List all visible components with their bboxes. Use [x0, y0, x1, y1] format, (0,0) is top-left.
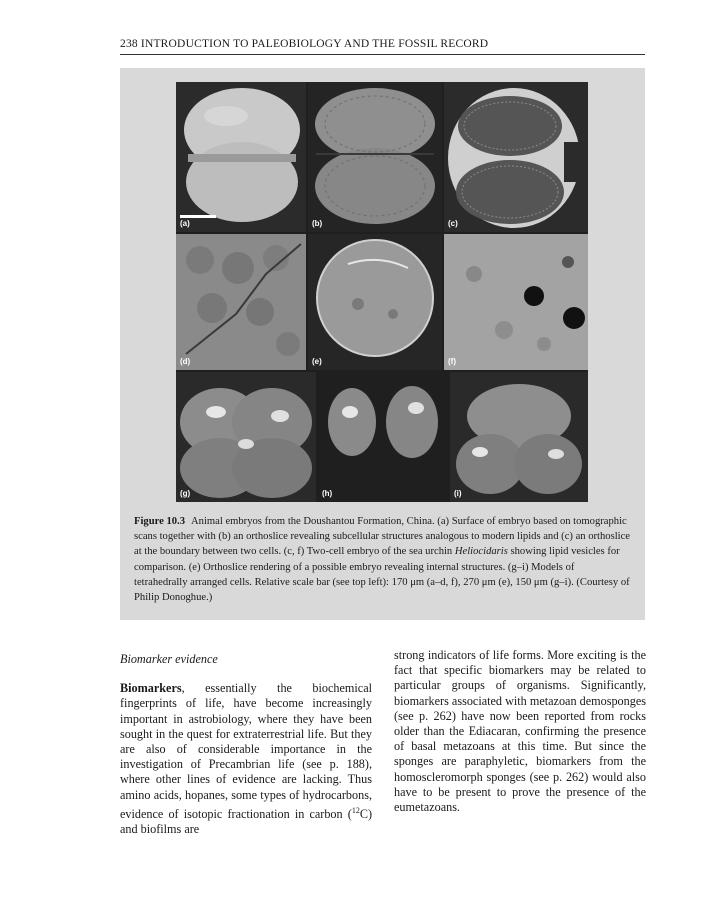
panel-i — [450, 372, 588, 502]
caption-text-continued: showing lipid vesicles for comparison. (e) Orthoslice rendering of a possible embryo revealing internal structures. (g–i) Models of tetrahedrally arranged cells. Relative scale bar (see top left): 170 μm (a–d, f), 270 μm (e), 150 μm (g–i). (Courtesy of Philip Donoghue.) — [134, 546, 630, 604]
scale-bar — [180, 215, 216, 218]
superscript: 12 — [351, 805, 360, 815]
panel-a — [176, 82, 306, 232]
caption-species: Heliocidaris — [454, 546, 508, 558]
paragraph — [120, 681, 372, 837]
panel-label: (a) — [180, 219, 190, 228]
panel-b — [308, 82, 442, 232]
tetrahedral-model-i-image — [450, 372, 588, 502]
panel-label: (h) — [322, 489, 333, 498]
panel-label: (c) — [448, 219, 458, 228]
panel-label: (i) — [454, 489, 462, 498]
key-term: Biomarkers — [120, 681, 182, 696]
sea-urchin-embryo-image — [444, 234, 588, 370]
orthoslice-e-image — [308, 234, 442, 370]
panel-f — [444, 234, 588, 370]
paragraph: strong indicators of life forms. More exciting is the fact that specific biomarkers may be related to particular groups of organisms. Significantly, biomarkers associated with metazoan demosponges (see p. 262) have now been reported from rocks older than the Ediacaran, confirming the presence of basal metazoans at this time. But since the sponges are paraphyletic, biomarkers from the homoscleromorph sponges (see p. 262) would also have to be present to prove the presence of the eumetazoans. — [394, 648, 646, 815]
panel-c — [444, 82, 588, 232]
orthoslice-b-image — [308, 82, 442, 232]
paragraph-text-end: C) and biofilms are — [120, 806, 372, 837]
panel-h — [318, 372, 448, 502]
tetrahedral-model-h-image — [318, 372, 448, 502]
caption-text: Animal embryos from the Doushantou Formation, China. (a) Surface of embryo based on tomographic scans together with (b) an orthoslice revealing subcellular structures analogous to modern lipids and (c) an orthoslice at the boundary between two cells. (c, f) Two-cell embryo of the sea urchin — [134, 516, 630, 558]
panel-label: (f) — [448, 357, 456, 366]
panel-d — [176, 234, 306, 370]
panel-label: (d) — [180, 357, 191, 366]
left-column — [120, 652, 372, 837]
section-heading: Biomarker evidence — [120, 652, 218, 666]
paragraph-text: , essentially the biochemical fingerprints of life, have become increasingly important in astrobiology, where they have been sought in the quest for extraterrestrial life. But they are also of considerable importance in the investigation of Precambrian life (see p. 188), where other lines of evidence are lacking. Thus amino acids, hopanes, some types of hydrocarbons, evidence of isotopic fractionation in carbon ( — [120, 681, 372, 821]
running-head: 238 INTRODUCTION TO PALEOBIOLOGY AND THE FOSSIL RECORD — [120, 38, 645, 55]
figure-plate — [176, 82, 588, 502]
panel-label: (e) — [312, 357, 322, 366]
panel-label: (b) — [312, 219, 323, 228]
embryo-surface-image — [176, 82, 306, 232]
subcellular-structure-image — [176, 234, 306, 370]
panel-g — [176, 372, 316, 502]
figure-caption — [134, 514, 630, 605]
right-column — [394, 648, 646, 815]
figure-label: Figure 10.3 — [134, 516, 186, 527]
panel-e — [308, 234, 442, 370]
figure-10-3 — [120, 68, 645, 620]
tetrahedral-model-g-image — [176, 372, 316, 502]
panel-label: (g) — [180, 489, 191, 498]
orthoslice-c-image — [444, 82, 588, 232]
